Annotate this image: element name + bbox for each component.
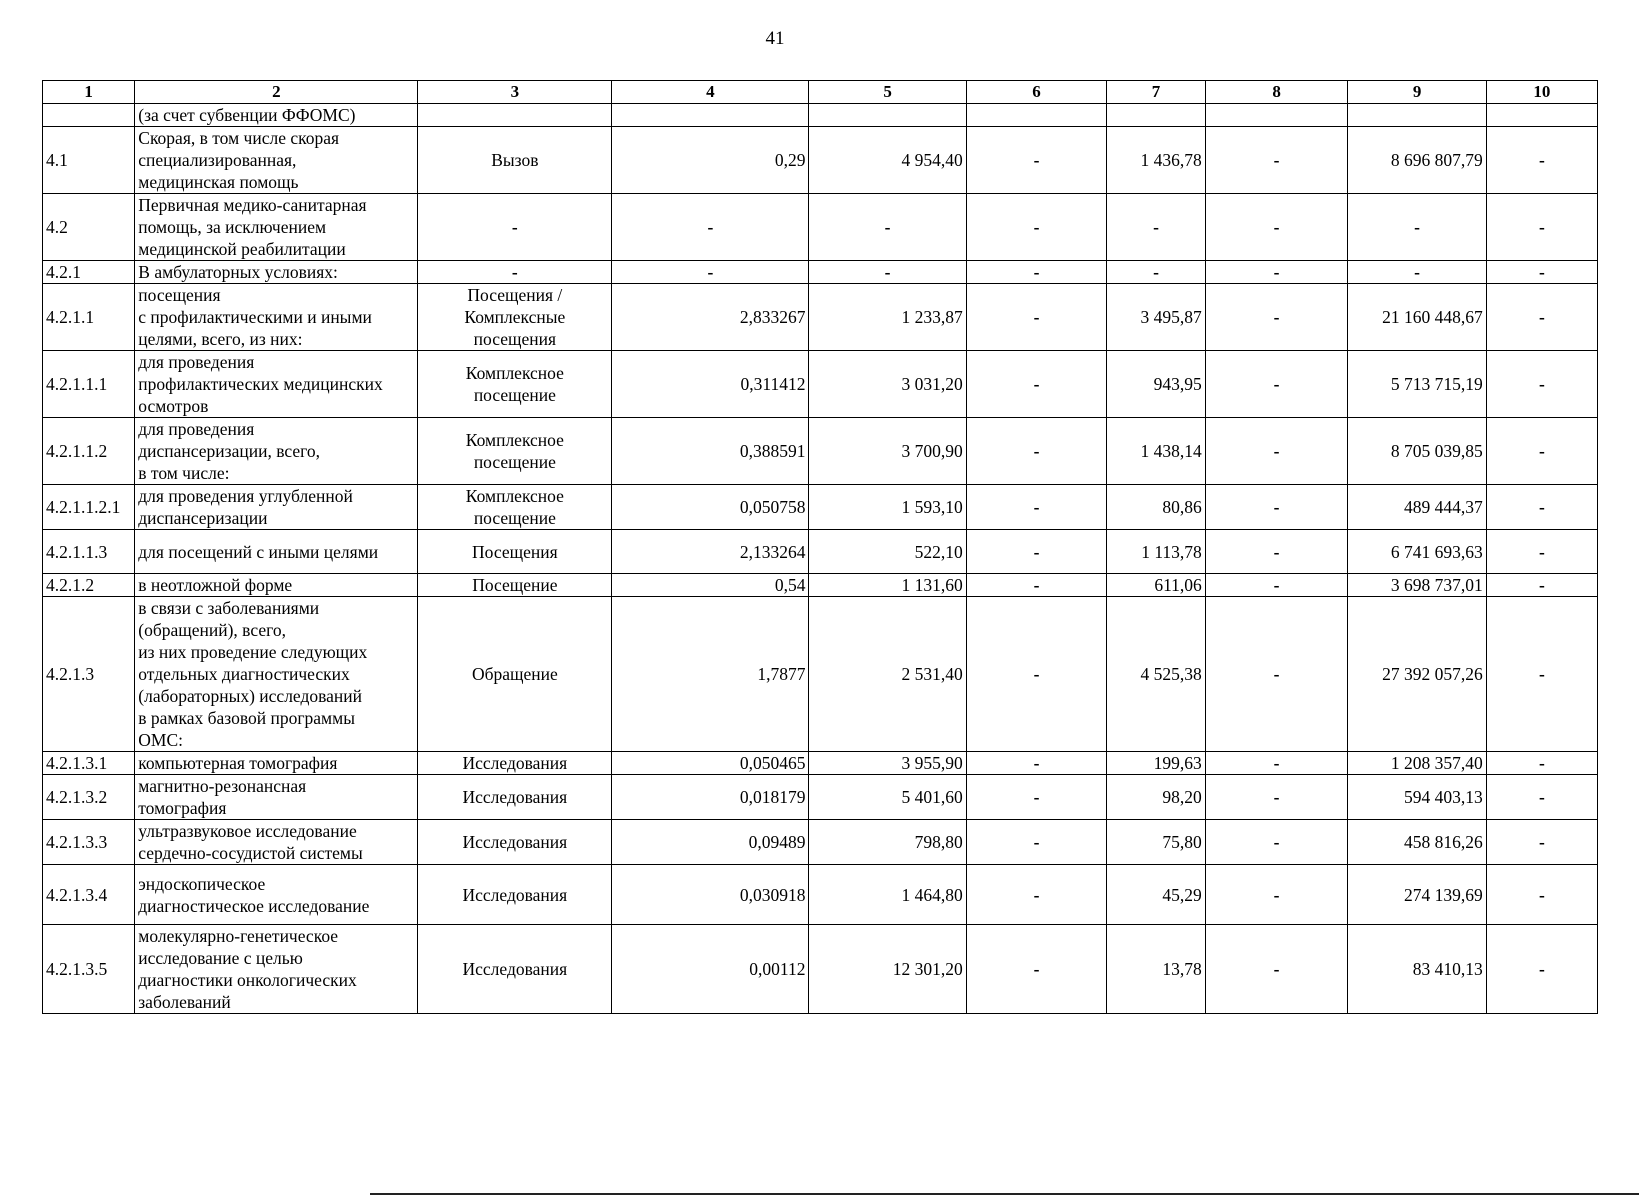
row-col8-cell: - bbox=[1205, 194, 1348, 261]
row-col7-cell: - bbox=[1107, 194, 1206, 261]
row-col5-cell: 1 464,80 bbox=[809, 865, 966, 925]
row-unit-cell: Посещения / Комплексные посещения bbox=[418, 284, 612, 351]
table-row bbox=[43, 775, 1598, 820]
row-code-cell: 4.1 bbox=[43, 127, 135, 194]
row-col9-cell: 8 705 039,85 bbox=[1348, 418, 1486, 485]
table-row bbox=[43, 485, 1598, 530]
row-col6-cell: - bbox=[966, 194, 1107, 261]
row-col10-cell: - bbox=[1486, 127, 1597, 194]
row-name-cell: ультразвуковое исследование сердечно-сосудистой системы bbox=[135, 820, 418, 865]
row-col8-cell: - bbox=[1205, 351, 1348, 418]
row-code-cell: 4.2.1.1.3 bbox=[43, 530, 135, 574]
row-col4-cell: - bbox=[612, 194, 809, 261]
column-header: 9 bbox=[1348, 81, 1486, 104]
row-col4-cell: 0,030918 bbox=[612, 865, 809, 925]
row-col6-cell: - bbox=[966, 775, 1107, 820]
row-name-cell: посещения с профилактическими и иными целями, всего, из них: bbox=[135, 284, 418, 351]
table-row bbox=[43, 574, 1598, 597]
table-row bbox=[43, 351, 1598, 418]
row-col9-cell: 594 403,13 bbox=[1348, 775, 1486, 820]
row-col6-cell: - bbox=[966, 597, 1107, 752]
row-col8-cell: - bbox=[1205, 752, 1348, 775]
row-col6-cell: - bbox=[966, 127, 1107, 194]
row-code-cell: 4.2.1 bbox=[43, 261, 135, 284]
row-col4-cell: 0,29 bbox=[612, 127, 809, 194]
row-col6-cell: - bbox=[966, 574, 1107, 597]
header-row bbox=[43, 81, 1598, 104]
row-col9-cell: 3 698 737,01 bbox=[1348, 574, 1486, 597]
row-col6-cell: - bbox=[966, 865, 1107, 925]
row-col7-cell: 1 436,78 bbox=[1107, 127, 1206, 194]
row-col10-cell: - bbox=[1486, 194, 1597, 261]
row-col10-cell bbox=[1486, 104, 1597, 127]
row-name-cell: Первичная медико-санитарная помощь, за исключением медицинской реабилитации bbox=[135, 194, 418, 261]
table-row bbox=[43, 752, 1598, 775]
row-col5-cell: 2 531,40 bbox=[809, 597, 966, 752]
row-col8-cell bbox=[1205, 104, 1348, 127]
row-col5-cell: 5 401,60 bbox=[809, 775, 966, 820]
row-code-cell: 4.2.1.1.2 bbox=[43, 418, 135, 485]
row-col6-cell: - bbox=[966, 925, 1107, 1014]
row-col10-cell: - bbox=[1486, 284, 1597, 351]
row-unit-cell: Комплексное посещение bbox=[418, 351, 612, 418]
row-col4-cell: 0,54 bbox=[612, 574, 809, 597]
row-col5-cell: 522,10 bbox=[809, 530, 966, 574]
row-code-cell: 4.2.1.2 bbox=[43, 574, 135, 597]
row-col10-cell: - bbox=[1486, 261, 1597, 284]
row-name-cell: В амбулаторных условиях: bbox=[135, 261, 418, 284]
row-col10-cell: - bbox=[1486, 351, 1597, 418]
row-col7-cell: 80,86 bbox=[1107, 485, 1206, 530]
row-name-cell: (за счет субвенции ФФОМС) bbox=[135, 104, 418, 127]
row-unit-cell: Посещение bbox=[418, 574, 612, 597]
row-name-cell: для проведения профилактических медицинских осмотров bbox=[135, 351, 418, 418]
row-col6-cell: - bbox=[966, 418, 1107, 485]
column-header: 6 bbox=[966, 81, 1107, 104]
row-col4-cell: 0,050465 bbox=[612, 752, 809, 775]
row-name-cell: Скорая, в том числе скорая специализированная, медицинская помощь bbox=[135, 127, 418, 194]
row-col5-cell: 3 031,20 bbox=[809, 351, 966, 418]
row-col7-cell: - bbox=[1107, 261, 1206, 284]
row-col5-cell: 3 700,90 bbox=[809, 418, 966, 485]
column-header: 2 bbox=[135, 81, 418, 104]
row-col10-cell: - bbox=[1486, 820, 1597, 865]
row-col9-cell: 5 713 715,19 bbox=[1348, 351, 1486, 418]
row-col4-cell bbox=[612, 104, 809, 127]
table-row bbox=[43, 194, 1598, 261]
row-col7-cell: 199,63 bbox=[1107, 752, 1206, 775]
table-row bbox=[43, 104, 1598, 127]
row-col7-cell: 1 113,78 bbox=[1107, 530, 1206, 574]
row-col6-cell: - bbox=[966, 530, 1107, 574]
row-col8-cell: - bbox=[1205, 865, 1348, 925]
row-col6-cell: - bbox=[966, 485, 1107, 530]
row-name-cell: молекулярно-генетическое исследование с целью диагностики онкологических заболеваний bbox=[135, 925, 418, 1014]
row-col5-cell: - bbox=[809, 261, 966, 284]
row-col9-cell: 83 410,13 bbox=[1348, 925, 1486, 1014]
row-name-cell: для посещений с иными целями bbox=[135, 530, 418, 574]
row-code-cell: 4.2.1.3.2 bbox=[43, 775, 135, 820]
row-col5-cell: 1 131,60 bbox=[809, 574, 966, 597]
row-col4-cell: - bbox=[612, 261, 809, 284]
row-col10-cell: - bbox=[1486, 597, 1597, 752]
row-col8-cell: - bbox=[1205, 261, 1348, 284]
page-number: 41 bbox=[765, 28, 785, 49]
row-unit-cell: Комплексное посещение bbox=[418, 485, 612, 530]
row-code-cell: 4.2.1.1.1 bbox=[43, 351, 135, 418]
row-col10-cell: - bbox=[1486, 752, 1597, 775]
table-row bbox=[43, 597, 1598, 752]
row-col4-cell: 0,018179 bbox=[612, 775, 809, 820]
row-col9-cell: 458 816,26 bbox=[1348, 820, 1486, 865]
row-col6-cell: - bbox=[966, 351, 1107, 418]
row-col7-cell: 13,78 bbox=[1107, 925, 1206, 1014]
row-col5-cell: 3 955,90 bbox=[809, 752, 966, 775]
row-col7-cell: 45,29 bbox=[1107, 865, 1206, 925]
row-col8-cell: - bbox=[1205, 775, 1348, 820]
table-row bbox=[43, 418, 1598, 485]
row-name-cell: для проведения углубленной диспансеризации bbox=[135, 485, 418, 530]
row-name-cell: в связи с заболеваниями (обращений), всего, из них проведение следующих отдельных диагностических (лабораторных) исследований в рамках базовой программы ОМС: bbox=[135, 597, 418, 752]
row-code-cell: 4.2.1.3.4 bbox=[43, 865, 135, 925]
row-col10-cell: - bbox=[1486, 574, 1597, 597]
row-unit-cell: Исследования bbox=[418, 752, 612, 775]
table-row bbox=[43, 865, 1598, 925]
column-header: 4 bbox=[612, 81, 809, 104]
row-code-cell: 4.2.1.3.1 bbox=[43, 752, 135, 775]
row-col6-cell: - bbox=[966, 284, 1107, 351]
row-col8-cell: - bbox=[1205, 574, 1348, 597]
row-col5-cell: 1 233,87 bbox=[809, 284, 966, 351]
row-col4-cell: 0,311412 bbox=[612, 351, 809, 418]
row-unit-cell: Комплексное посещение bbox=[418, 418, 612, 485]
row-unit-cell: Исследования bbox=[418, 820, 612, 865]
row-unit-cell: Вызов bbox=[418, 127, 612, 194]
row-name-cell: в неотложной форме bbox=[135, 574, 418, 597]
row-col5-cell: 798,80 bbox=[809, 820, 966, 865]
row-col7-cell: 98,20 bbox=[1107, 775, 1206, 820]
table-row bbox=[43, 127, 1598, 194]
row-col10-cell: - bbox=[1486, 865, 1597, 925]
table-row bbox=[43, 925, 1598, 1014]
row-col8-cell: - bbox=[1205, 485, 1348, 530]
row-unit-cell: - bbox=[418, 261, 612, 284]
row-name-cell: компьютерная томография bbox=[135, 752, 418, 775]
row-col9-cell: 1 208 357,40 bbox=[1348, 752, 1486, 775]
row-col7-cell: 4 525,38 bbox=[1107, 597, 1206, 752]
row-col6-cell: - bbox=[966, 820, 1107, 865]
page-bottom-rule bbox=[370, 1193, 1639, 1195]
row-col4-cell: 0,09489 bbox=[612, 820, 809, 865]
row-unit-cell bbox=[418, 104, 612, 127]
row-col9-cell: - bbox=[1348, 261, 1486, 284]
row-unit-cell: Исследования bbox=[418, 865, 612, 925]
row-col8-cell: - bbox=[1205, 597, 1348, 752]
row-unit-cell: Посещения bbox=[418, 530, 612, 574]
row-col6-cell: - bbox=[966, 752, 1107, 775]
row-col10-cell: - bbox=[1486, 485, 1597, 530]
row-col5-cell: 1 593,10 bbox=[809, 485, 966, 530]
column-header: 1 bbox=[43, 81, 135, 104]
row-unit-cell: Исследования bbox=[418, 925, 612, 1014]
table-row bbox=[43, 820, 1598, 865]
row-col9-cell: 8 696 807,79 bbox=[1348, 127, 1486, 194]
table-row bbox=[43, 530, 1598, 574]
row-code-cell: 4.2.1.1 bbox=[43, 284, 135, 351]
row-col8-cell: - bbox=[1205, 418, 1348, 485]
row-col7-cell: 943,95 bbox=[1107, 351, 1206, 418]
row-name-cell: для проведения диспансеризации, всего, в том числе: bbox=[135, 418, 418, 485]
row-col5-cell bbox=[809, 104, 966, 127]
row-col7-cell: 611,06 bbox=[1107, 574, 1206, 597]
row-code-cell: 4.2.1.3.5 bbox=[43, 925, 135, 1014]
row-col5-cell: 4 954,40 bbox=[809, 127, 966, 194]
row-name-cell: магнитно-резонансная томография bbox=[135, 775, 418, 820]
column-header: 8 bbox=[1205, 81, 1348, 104]
row-col7-cell: 3 495,87 bbox=[1107, 284, 1206, 351]
row-col9-cell: 6 741 693,63 bbox=[1348, 530, 1486, 574]
row-col9-cell: 21 160 448,67 bbox=[1348, 284, 1486, 351]
row-col10-cell: - bbox=[1486, 775, 1597, 820]
row-unit-cell: Исследования bbox=[418, 775, 612, 820]
row-col10-cell: - bbox=[1486, 925, 1597, 1014]
row-col6-cell: - bbox=[966, 261, 1107, 284]
row-name-cell: эндоскопическое диагностическое исследование bbox=[135, 865, 418, 925]
row-col4-cell: 0,00112 bbox=[612, 925, 809, 1014]
row-code-cell: 4.2.1.3.3 bbox=[43, 820, 135, 865]
row-col8-cell: - bbox=[1205, 530, 1348, 574]
row-unit-cell: Обращение bbox=[418, 597, 612, 752]
row-col4-cell: 2,133264 bbox=[612, 530, 809, 574]
row-col5-cell: - bbox=[809, 194, 966, 261]
row-col10-cell: - bbox=[1486, 530, 1597, 574]
row-col7-cell: 1 438,14 bbox=[1107, 418, 1206, 485]
table-row bbox=[43, 284, 1598, 351]
row-col8-cell: - bbox=[1205, 820, 1348, 865]
row-col10-cell: - bbox=[1486, 418, 1597, 485]
table-body bbox=[43, 104, 1598, 1014]
row-col6-cell bbox=[966, 104, 1107, 127]
row-col7-cell bbox=[1107, 104, 1206, 127]
row-col8-cell: - bbox=[1205, 284, 1348, 351]
table-row bbox=[43, 261, 1598, 284]
row-col4-cell: 0,388591 bbox=[612, 418, 809, 485]
row-col5-cell: 12 301,20 bbox=[809, 925, 966, 1014]
data-table bbox=[42, 80, 1598, 1014]
row-col9-cell: 27 392 057,26 bbox=[1348, 597, 1486, 752]
column-header: 7 bbox=[1107, 81, 1206, 104]
row-code-cell: 4.2.1.1.2.1 bbox=[43, 485, 135, 530]
row-code-cell: 4.2 bbox=[43, 194, 135, 261]
row-unit-cell: - bbox=[418, 194, 612, 261]
row-code-cell: 4.2.1.3 bbox=[43, 597, 135, 752]
row-col7-cell: 75,80 bbox=[1107, 820, 1206, 865]
row-col4-cell: 0,050758 bbox=[612, 485, 809, 530]
row-code-cell bbox=[43, 104, 135, 127]
row-col4-cell: 1,7877 bbox=[612, 597, 809, 752]
row-col8-cell: - bbox=[1205, 925, 1348, 1014]
row-col9-cell: 274 139,69 bbox=[1348, 865, 1486, 925]
row-col9-cell: 489 444,37 bbox=[1348, 485, 1486, 530]
column-header: 10 bbox=[1486, 81, 1597, 104]
row-col8-cell: - bbox=[1205, 127, 1348, 194]
column-header: 3 bbox=[418, 81, 612, 104]
row-col4-cell: 2,833267 bbox=[612, 284, 809, 351]
row-col9-cell: - bbox=[1348, 194, 1486, 261]
row-col9-cell bbox=[1348, 104, 1486, 127]
column-header: 5 bbox=[809, 81, 966, 104]
